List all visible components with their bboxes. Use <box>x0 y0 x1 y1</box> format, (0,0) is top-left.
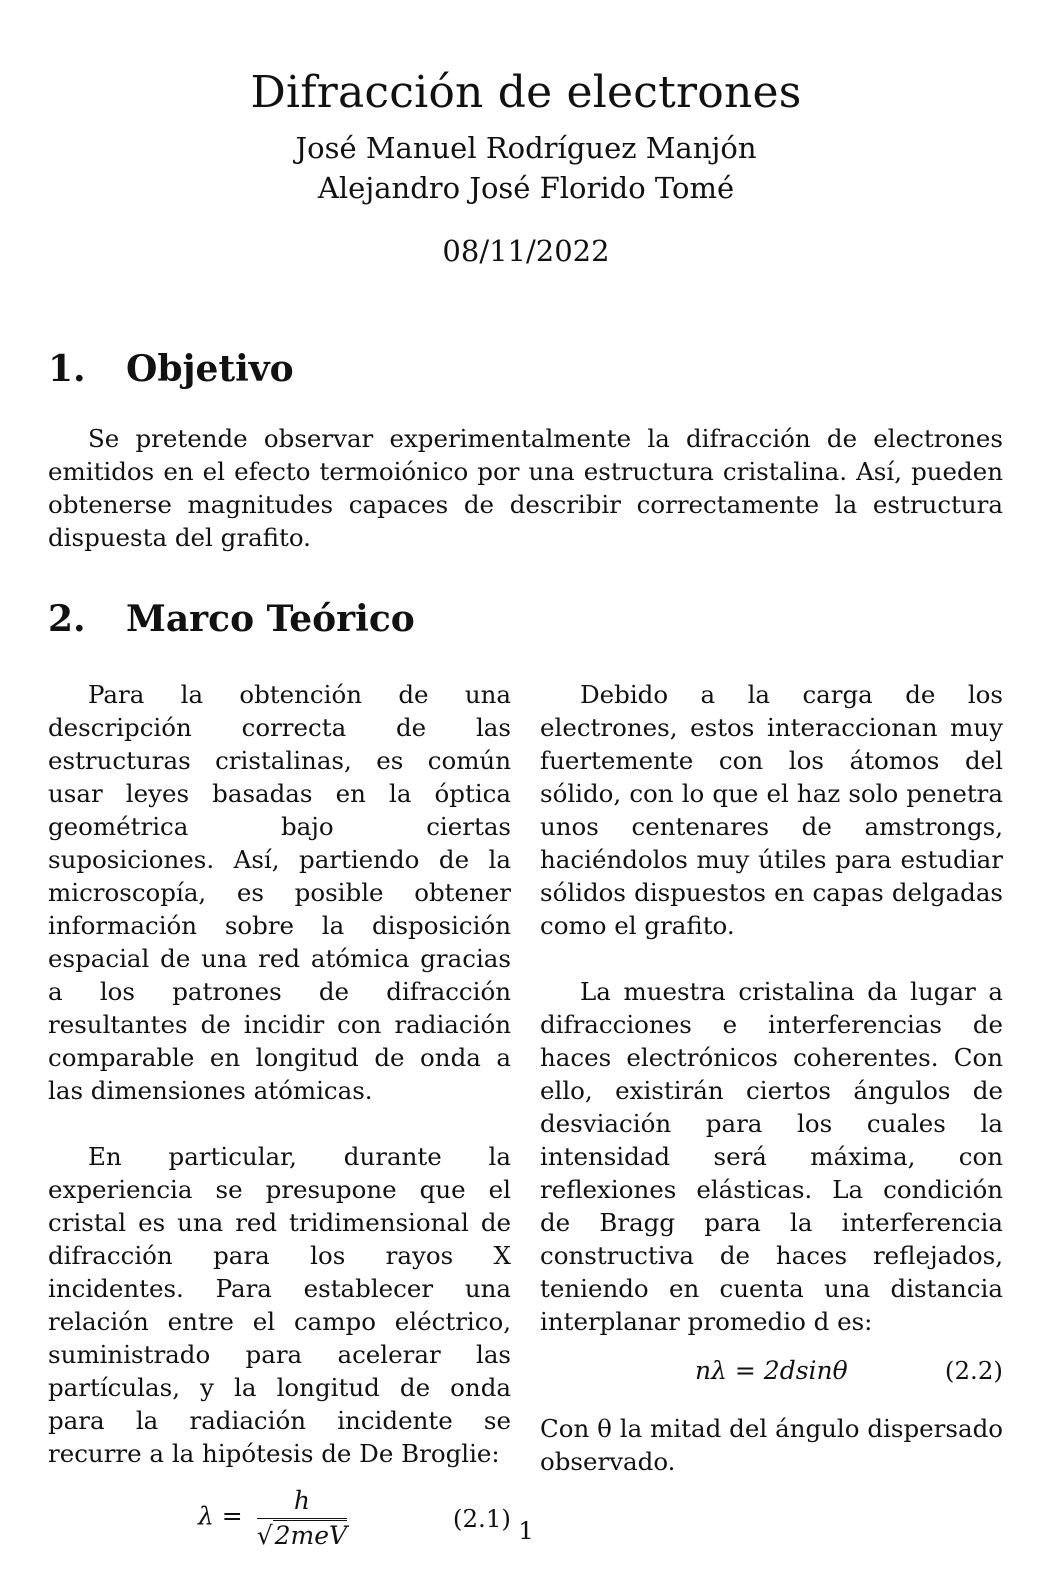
equation-number: (2.1) <box>452 1504 511 1533</box>
author-name: José Manuel Rodríguez Manjón <box>295 131 757 165</box>
paragraph: La muestra cristalina da lugar a difracciones e interferencias de haces electrónicos coherentes. Con ello, existirán ciertos ángulos de desviación para los cuales la intensidad será máxima, con reflexiones elásticas. La condición de Bragg para la interferencia constructiva de haces reflejados, teniendo en cuenta una distancia interplanar promedio d es: <box>540 977 1003 1336</box>
paper-title: Difracción de electrones <box>250 67 802 119</box>
equation-number: (2.2) <box>944 1356 1003 1385</box>
section-number: 1. <box>48 348 86 390</box>
author-list <box>0 128 1052 208</box>
sqrt-symbol: √ <box>256 1521 273 1550</box>
equation-radicand: 2meV <box>274 1521 348 1550</box>
page-number: 1 <box>518 1516 534 1545</box>
paragraph: Con θ la mitad del ángulo dispersado observado. <box>540 1414 1003 1476</box>
section-heading-marco-teorico <box>48 598 415 640</box>
section-title: Objetivo <box>126 348 294 390</box>
paragraph: Para la obtención de una descripción correcta de las estructuras cristalinas, es común usar leyes basadas en la óptica geométrica bajo ciertas suposiciones. Así, partiendo de la microscopía, es posible obtener información sobre la disposición espacial de una red atómica gracias a los patrones de difracción resultantes de incidir con radiación comparable en longitud de onda a las dimensiones atómicas. <box>48 680 511 1105</box>
section-body-objetivo <box>48 422 1003 554</box>
section-title: Marco Teórico <box>126 598 415 640</box>
paper-date: 08/11/2022 <box>442 234 610 268</box>
author-name: Alejandro José Florido Tomé <box>317 171 735 205</box>
right-column <box>540 678 1003 1478</box>
left-column <box>48 678 511 1560</box>
equation-body: nλ = 2dsinθ <box>695 1356 848 1385</box>
section-heading-objetivo <box>48 348 294 390</box>
equation-numerator: h <box>257 1486 347 1519</box>
paragraph: Se pretende observar experimentalmente la difracción de electrones emitidos en el efecto termoiónico por una estructura cristalina. Así, pueden obtenerse magnitudes capaces de describir correctamente la estructura dispuesta del grafito. <box>48 424 1003 552</box>
equation-lhs: λ = <box>198 1501 243 1531</box>
equation-bragg <box>540 1352 1003 1412</box>
section-number: 2. <box>48 598 86 640</box>
paragraph: En particular, durante la experiencia se presupone que el cristal es una red tridimensional de difracción para los rayos X incidentes. Para establecer una relación entre el campo eléctrico, suministrado para acelerar las partículas, y la longitud de onda para la radiación incidente se recurre a la hipótesis de De Broglie: <box>48 1142 511 1468</box>
paragraph: Debido a la carga de los electrones, estos interaccionan muy fuertemente con los átomos del sólido, con lo que el haz solo penetra unos centenares de amstrongs, haciéndolos muy útiles para estudiar sólidos dispuestos en capas delgadas como el grafito. <box>540 680 1003 940</box>
